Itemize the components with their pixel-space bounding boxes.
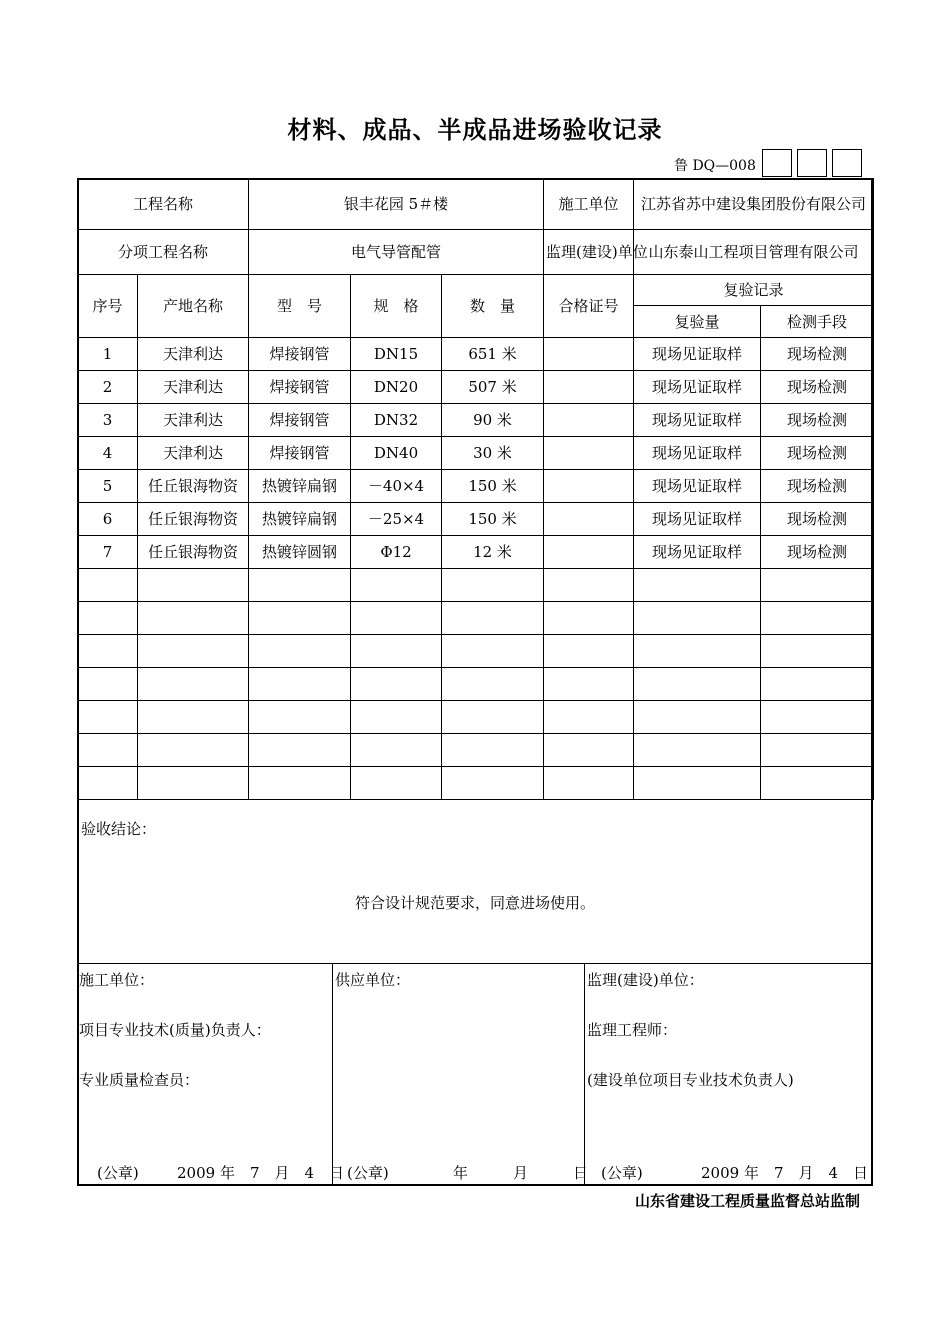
- cell-recheck-qty: 现场见证取样: [634, 338, 761, 371]
- cell-spec: －25×4: [351, 503, 442, 536]
- contractor-value: 江苏省苏中建设集团股份有限公司: [634, 179, 874, 230]
- sheet-border: [77, 178, 873, 1186]
- cell-no: 3: [78, 404, 138, 437]
- cell-spec: －40×4: [351, 470, 442, 503]
- contractor-date: 2009 年 7 月 4 日: [177, 1164, 345, 1182]
- cell-recheck-qty: 现场见证取样: [634, 371, 761, 404]
- cell-qty: 12 米: [442, 536, 544, 569]
- cell-no: 6: [78, 503, 138, 536]
- project-name-value: 银丰花园 5＃楼: [249, 179, 544, 230]
- contractor-seal: (公章): [97, 1164, 139, 1182]
- cell-origin: 任丘银海物资: [138, 503, 249, 536]
- cell-model: 焊接钢管: [249, 371, 351, 404]
- form-code: 鲁 DQ—008: [674, 158, 756, 174]
- col-model: 型 号: [249, 275, 351, 338]
- cell-no: 4: [78, 437, 138, 470]
- supervisor-date: 2009 年 7 月 4 日: [701, 1164, 869, 1182]
- cell-test-method: 现场检测: [761, 470, 874, 503]
- col-recheck: 复验记录: [634, 275, 874, 306]
- supervisor-seal: (公章): [601, 1164, 643, 1182]
- contractor-unit-label: 施工单位：: [79, 971, 155, 989]
- supervisor-unit-label: 监理(建设)单位：: [587, 971, 704, 989]
- owner-rep-label: (建设单位项目专业技术负责人): [587, 1071, 794, 1089]
- cell-origin: 天津利达: [138, 437, 249, 470]
- cell-model: 热镀锌扁钢: [249, 470, 351, 503]
- engineer-label: 监理工程师：: [587, 1021, 678, 1039]
- cell-model: 焊接钢管: [249, 338, 351, 371]
- cell-no: 5: [78, 470, 138, 503]
- subproject-value: 电气导管配管: [249, 230, 544, 275]
- conclusion-text: 符合设计规范要求，同意进场使用。: [354, 894, 595, 912]
- cell-model: 热镀锌扁钢: [249, 503, 351, 536]
- cell-qty: 150 米: [442, 470, 544, 503]
- supplier-unit-label: 供应单位：: [335, 971, 411, 989]
- cell-test-method: 现场检测: [761, 404, 874, 437]
- col-no: 序号: [78, 275, 138, 338]
- cell-spec: Φ12: [351, 536, 442, 569]
- col-qty: 数 量: [442, 275, 544, 338]
- cell-origin: 任丘银海物资: [138, 536, 249, 569]
- supplier-seal: (公章): [347, 1164, 389, 1182]
- supplier-date: 年 月 日: [453, 1164, 589, 1182]
- cell-spec: DN15: [351, 338, 442, 371]
- col-cert: 合格证号: [544, 275, 634, 338]
- cell-origin: 任丘银海物资: [138, 470, 249, 503]
- supervisor-value: 山东泰山工程项目管理有限公司: [634, 230, 874, 275]
- page-title: 材料、成品、半成品进场验收记录: [287, 116, 663, 144]
- cell-no: 1: [78, 338, 138, 371]
- col-recheck-qty: 复验量: [634, 306, 761, 338]
- col-test-method: 检测手段: [761, 306, 874, 338]
- cell-origin: 天津利达: [138, 404, 249, 437]
- contractor-label: 施工单位: [544, 179, 634, 230]
- cell-test-method: 现场检测: [761, 536, 874, 569]
- cell-qty: 30 米: [442, 437, 544, 470]
- cell-test-method: 现场检测: [761, 338, 874, 371]
- cell-test-method: 现场检测: [761, 503, 874, 536]
- col-origin: 产地名称: [138, 275, 249, 338]
- cell-qty: 507 米: [442, 371, 544, 404]
- tech-lead-label: 项目专业技术(质量)负责人：: [79, 1021, 271, 1039]
- cell-model: 焊接钢管: [249, 437, 351, 470]
- cell-no: 2: [78, 371, 138, 404]
- cell-model: 焊接钢管: [249, 404, 351, 437]
- cell-qty: 150 米: [442, 503, 544, 536]
- conclusion-label: 验收结论：: [81, 820, 157, 838]
- cell-spec: DN32: [351, 404, 442, 437]
- cell-spec: DN20: [351, 371, 442, 404]
- subproject-label: 分项工程名称: [78, 230, 249, 275]
- cell-test-method: 现场检测: [761, 437, 874, 470]
- code-box-2: [797, 149, 827, 177]
- cell-spec: DN40: [351, 437, 442, 470]
- cell-recheck-qty: 现场见证取样: [634, 404, 761, 437]
- cell-recheck-qty: 现场见证取样: [634, 536, 761, 569]
- cell-recheck-qty: 现场见证取样: [634, 503, 761, 536]
- cell-qty: 651 米: [442, 338, 544, 371]
- cell-test-method: 现场检测: [761, 371, 874, 404]
- cell-no: 7: [78, 536, 138, 569]
- cell-recheck-qty: 现场见证取样: [634, 470, 761, 503]
- cell-recheck-qty: 现场见证取样: [634, 437, 761, 470]
- footer-publisher: 山东省建设工程质量监督总站监制: [634, 1192, 860, 1210]
- cell-origin: 天津利达: [138, 338, 249, 371]
- supervisor-label: 监理(建设)单位: [544, 230, 634, 275]
- col-spec: 规 格: [351, 275, 442, 338]
- code-box-1: [762, 149, 792, 177]
- project-name-label: 工程名称: [78, 179, 249, 230]
- cell-qty: 90 米: [442, 404, 544, 437]
- code-box-3: [832, 149, 862, 177]
- form-code-area: [640, 149, 880, 177]
- inspector-label: 专业质量检查员：: [79, 1071, 200, 1089]
- cell-model: 热镀锌圆钢: [249, 536, 351, 569]
- cell-origin: 天津利达: [138, 371, 249, 404]
